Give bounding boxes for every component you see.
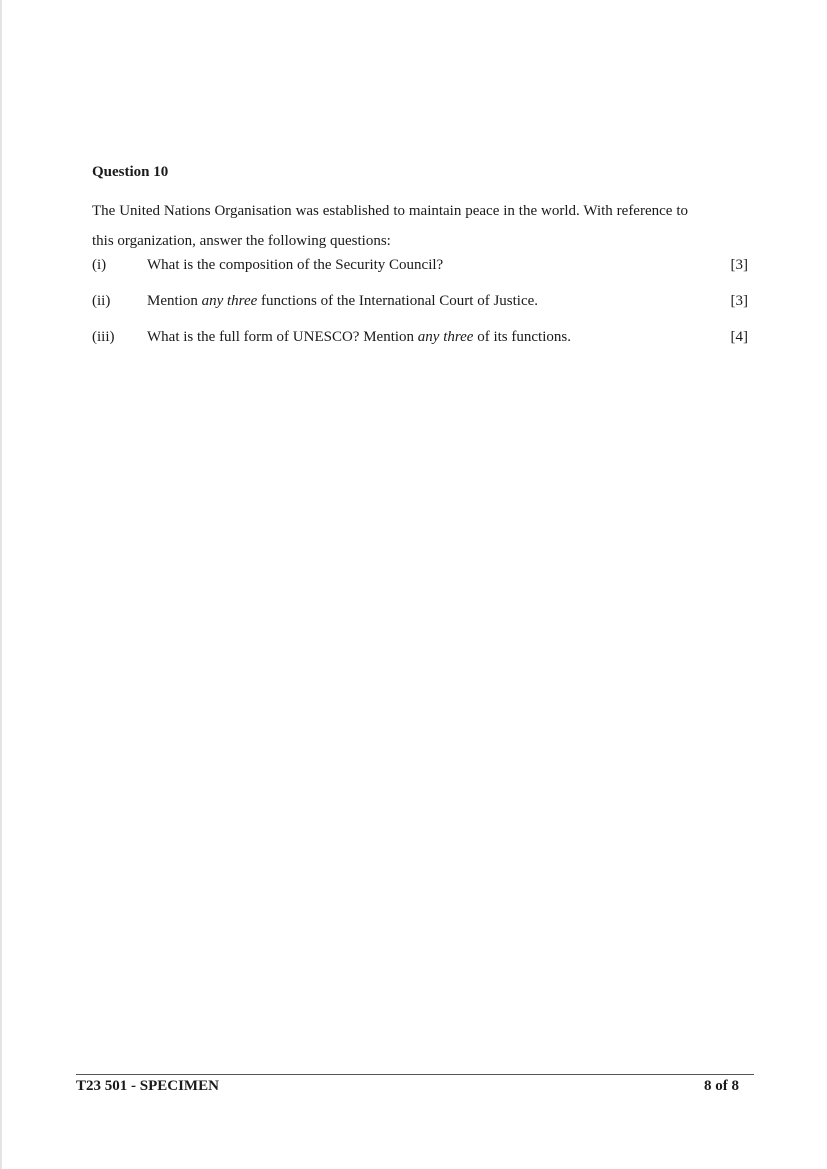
sub-question-marks: [4] xyxy=(730,329,748,345)
footer-page-number: 8 of 8 xyxy=(704,1078,739,1094)
footer-paper-code: T23 501 - SPECIMEN xyxy=(76,1078,219,1094)
sub-question-marks: [3] xyxy=(730,257,748,273)
sub-question-text xyxy=(147,329,571,346)
text-after: functions of the International Court of Justice. xyxy=(257,293,539,309)
text-before: Mention xyxy=(147,293,202,309)
text-emphasis: any three xyxy=(417,329,474,345)
sub-question-number: (i) xyxy=(92,257,107,273)
question-title: Question 10 xyxy=(92,164,169,180)
text-before: What is the full form of UNESCO? Mention xyxy=(147,329,418,345)
sub-question-number: (ii) xyxy=(92,293,111,309)
text-after: of its functions. xyxy=(473,329,571,345)
sub-question-iii xyxy=(92,329,748,351)
sub-question-ii xyxy=(92,293,748,315)
sub-question-text: What is the composition of the Security Council? xyxy=(147,257,444,273)
sub-question-text xyxy=(147,293,538,310)
page-edge-shadow xyxy=(0,0,2,1169)
sub-question-number: (iii) xyxy=(92,329,115,345)
text-emphasis: any three xyxy=(201,293,258,309)
footer-divider xyxy=(76,1074,754,1075)
sub-question-i xyxy=(92,257,748,279)
question-intro: The United Nations Organisation was established to maintain peace in the world. With reference to this organization, answer the following questions: xyxy=(92,203,688,249)
sub-question-marks: [3] xyxy=(730,293,748,309)
